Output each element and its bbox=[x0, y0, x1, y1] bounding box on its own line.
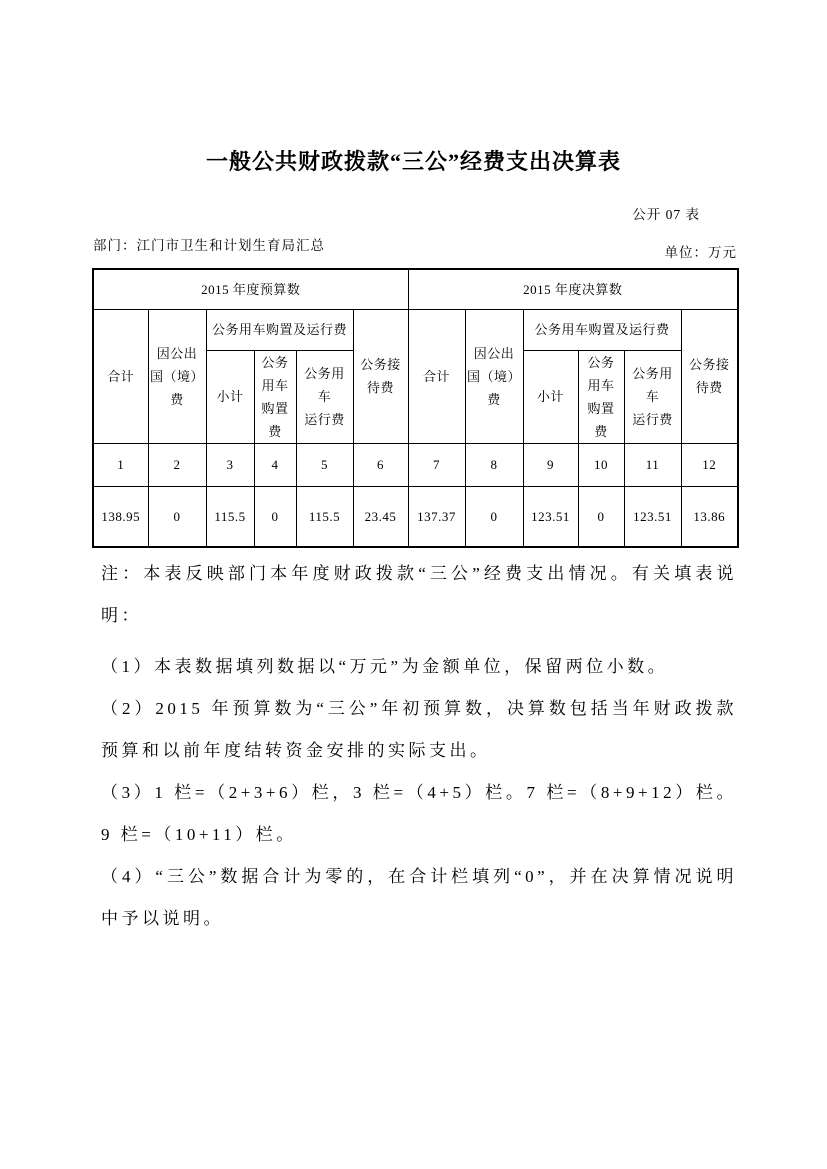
column-number: 1 bbox=[93, 443, 148, 486]
sub-header-row-1 bbox=[93, 309, 738, 350]
value-cell: 0 bbox=[465, 486, 523, 547]
page-title: 一般公共财政拨款“三公”经费支出决算表 bbox=[205, 149, 621, 174]
column-number: 4 bbox=[254, 443, 296, 486]
column-number-row bbox=[93, 443, 738, 486]
column-number: 12 bbox=[681, 443, 738, 486]
col-header-final-vehicle-operation: 公务用 车 运行费 bbox=[624, 350, 681, 443]
note-intro: 注：本表反映部门本年度财政拨款“三公”经费支出情况。有关填表说明： bbox=[101, 564, 737, 625]
department-label: 部门：江门市卫生和计划生育局汇总 bbox=[93, 238, 325, 253]
col-header-final-reception: 公务接 待费 bbox=[681, 309, 738, 443]
value-cell: 115.5 bbox=[206, 486, 254, 547]
value-cell: 123.51 bbox=[624, 486, 681, 547]
value-cell: 115.5 bbox=[296, 486, 353, 547]
column-number: 5 bbox=[296, 443, 353, 486]
column-number: 9 bbox=[523, 443, 578, 486]
value-cell: 13.86 bbox=[681, 486, 738, 547]
note-3: （3）1 栏=（2+3+6）栏，3 栏=（4+5）栏。7 栏=（8+9+12）栏。9 栏=（10+11）栏。 bbox=[101, 783, 737, 844]
value-cell: 137.37 bbox=[408, 486, 465, 547]
col-header-budget-vehicle-operation: 公务用 车 运行费 bbox=[296, 350, 353, 443]
value-cell: 0 bbox=[578, 486, 624, 547]
col-header-budget-abroad: 因公出 国（境） 费 bbox=[148, 309, 206, 443]
note-2: （2）2015 年预算数为“三公”年初预算数，决算数包括当年财政拨款预算和以前年度结转资金安排的实际支出。 bbox=[101, 699, 737, 760]
notes-section bbox=[101, 553, 737, 940]
note-4: （4）“三公”数据合计为零的，在合计栏填列“0”，并在决算情况说明中予以说明。 bbox=[101, 867, 737, 928]
column-number: 6 bbox=[353, 443, 408, 486]
col-header-final-abroad: 因公出 国（境） 费 bbox=[465, 309, 523, 443]
value-cell: 123.51 bbox=[523, 486, 578, 547]
column-number: 11 bbox=[624, 443, 681, 486]
col-header-budget-reception: 公务接 待费 bbox=[353, 309, 408, 443]
col-header-budget-vehicle-subtotal: 小计 bbox=[206, 350, 254, 443]
column-number: 7 bbox=[408, 443, 465, 486]
meta-row bbox=[93, 237, 737, 260]
value-cell: 23.45 bbox=[353, 486, 408, 547]
note-1: （1）本表数据填列数据以“万元”为金额单位，保留两位小数。 bbox=[101, 657, 669, 676]
column-number: 8 bbox=[465, 443, 523, 486]
table-code: 公开 07 表 bbox=[632, 207, 700, 222]
col-header-budget-vehicle-group: 公务用车购置及运行费 bbox=[206, 309, 353, 350]
value-cell: 0 bbox=[254, 486, 296, 547]
col-header-final-total: 合计 bbox=[408, 309, 465, 443]
value-row bbox=[93, 486, 738, 547]
column-number: 3 bbox=[206, 443, 254, 486]
value-cell: 138.95 bbox=[93, 486, 148, 547]
column-number: 2 bbox=[148, 443, 206, 486]
unit-label: 单位：万元 bbox=[664, 245, 737, 260]
col-header-final-vehicle-group: 公务用车购置及运行费 bbox=[523, 309, 681, 350]
col-header-budget-total: 合计 bbox=[93, 309, 148, 443]
group-header-row bbox=[93, 269, 738, 309]
group-header-final: 2015 年度决算数 bbox=[408, 269, 738, 309]
col-header-final-vehicle-purchase: 公务 用车 购置 费 bbox=[578, 350, 624, 443]
value-cell: 0 bbox=[148, 486, 206, 547]
col-header-budget-vehicle-purchase: 公务 用车 购置 费 bbox=[254, 350, 296, 443]
col-header-final-vehicle-subtotal: 小计 bbox=[523, 350, 578, 443]
expense-table bbox=[92, 268, 739, 548]
group-header-budget: 2015 年度预算数 bbox=[93, 269, 408, 309]
column-number: 10 bbox=[578, 443, 624, 486]
